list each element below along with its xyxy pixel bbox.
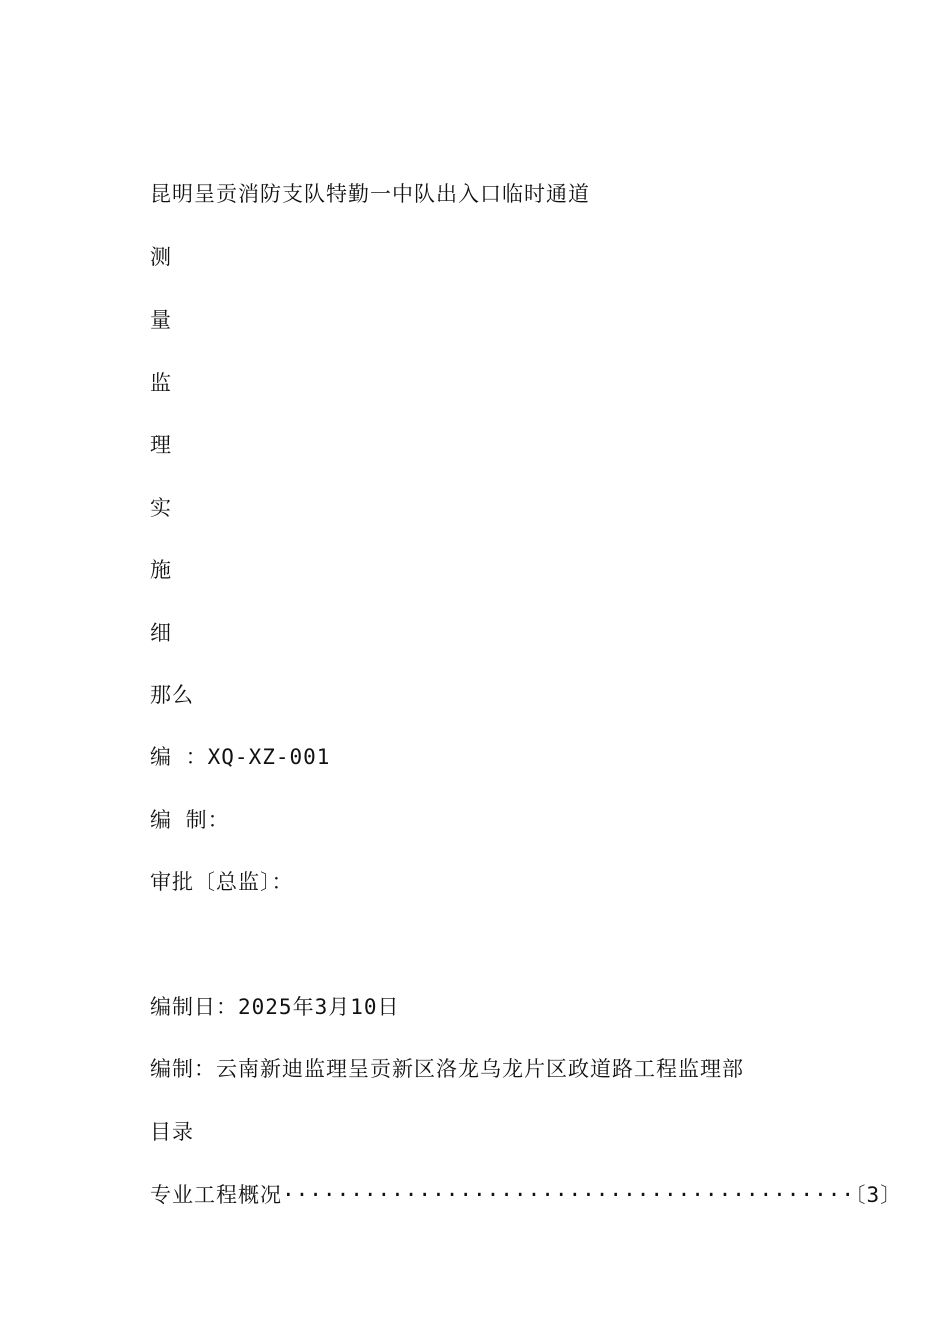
vertical-title-char: 监 (150, 371, 172, 395)
toc-entry[interactable]: 专业工程概况··········································〔3〕 (150, 1183, 903, 1207)
vertical-title-char: 量 (150, 308, 172, 332)
vertical-title-char: 那么 (150, 683, 194, 707)
vertical-title-char: 实 (150, 496, 172, 520)
compiling-organization: 编制：云南新迪监理呈贡新区洛龙乌龙片区政道路工程监理部 (150, 1057, 744, 1081)
document-code: 编 ：XQ-XZ-001 (150, 745, 331, 769)
document-title: 昆明呈贡消防支队特勤一中队出入口临时通道 (150, 182, 590, 206)
approver-field: 审批〔总监〕： (150, 870, 294, 894)
vertical-title-char: 细 (150, 621, 172, 645)
toc-heading: 目录 (150, 1120, 194, 1144)
vertical-title-char: 测 (150, 245, 172, 269)
vertical-title-char: 理 (150, 433, 172, 457)
vertical-title-char: 施 (150, 558, 172, 582)
compile-date: 编制日：2025年3月10日 (150, 995, 400, 1019)
compiler-field: 编 制： (150, 808, 230, 832)
